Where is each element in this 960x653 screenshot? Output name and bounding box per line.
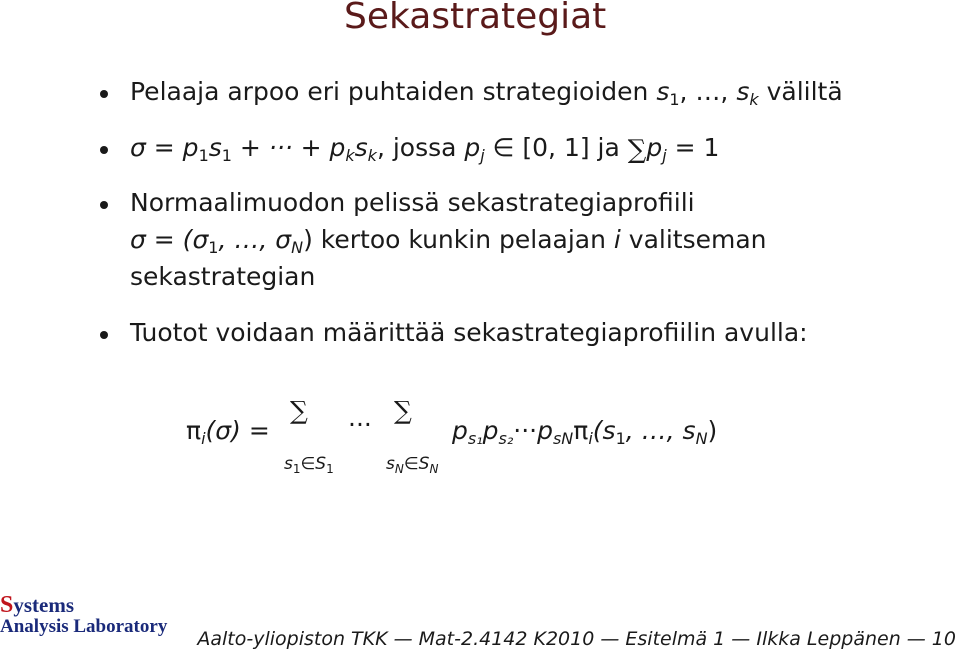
math-s: s xyxy=(284,454,293,474)
bullet-3-line3: sekastrategian xyxy=(130,262,316,291)
bullet-4: Tuotot voidaan määrittää sekastrategiaprofiilin avulla: xyxy=(130,318,808,347)
math-close: ) xyxy=(707,416,718,445)
math-args-mid: , …, s xyxy=(625,416,696,445)
math-pi: π xyxy=(573,416,589,445)
math-eq-one: = 1 xyxy=(666,133,720,162)
text-interval: ∈ [0, 1] ja xyxy=(484,133,628,162)
sum-index-1 xyxy=(284,454,334,474)
formula-rhs xyxy=(452,416,718,448)
math-sub: N xyxy=(394,462,404,476)
bullet-marker xyxy=(100,146,108,154)
math-dots: ··· xyxy=(513,416,538,445)
math-p: p xyxy=(464,133,481,162)
footer-citation: Aalto-yliopiston TKK — Mat-2.4142 K2010 — Esitelmä 1 — Ilkka Leppänen — 10 xyxy=(197,628,956,650)
logo-line-1 xyxy=(0,594,167,616)
math-sub: k xyxy=(749,90,759,109)
math-in-set: ∈S xyxy=(300,454,327,474)
sum-symbol-1: ∑ xyxy=(290,396,308,425)
math-sub: i xyxy=(201,429,206,448)
math-sub: s₁ xyxy=(467,429,483,448)
math-sub: N xyxy=(429,462,439,476)
math-s: s xyxy=(736,77,750,106)
math-sub: N xyxy=(291,238,304,257)
math-p: p xyxy=(646,133,663,162)
math-s: s xyxy=(354,133,368,162)
math-p: p xyxy=(452,416,468,445)
math-sub: k xyxy=(367,146,377,165)
math-args: (s xyxy=(592,416,616,445)
math-sub: j xyxy=(480,146,485,165)
math-pi: π xyxy=(186,416,202,445)
bullet-1 xyxy=(130,76,843,111)
math-sigma: σ = (σ xyxy=(130,225,209,254)
bullet-marker xyxy=(100,331,108,339)
bullet-3-tail: ) kertoo kunkin pelaajan xyxy=(303,225,614,254)
math-p: p xyxy=(482,416,499,445)
math-sub: 1 xyxy=(669,90,680,109)
math-arg: (σ) = xyxy=(205,416,270,445)
bullet-3-line2 xyxy=(130,224,767,259)
math-sub: 1 xyxy=(615,429,626,448)
logo-line-2: Analysis Laboratory xyxy=(0,616,168,637)
math-plus: + ··· + p xyxy=(231,133,346,162)
bullet-1-tail: väliltä xyxy=(766,77,843,106)
math-sub: j xyxy=(662,146,667,165)
math-i: i xyxy=(613,225,621,254)
slide-title: Sekastrategiat xyxy=(344,0,607,37)
formula-dots: ··· xyxy=(348,410,372,439)
bullet-marker xyxy=(100,201,108,209)
formula-lhs xyxy=(186,416,270,448)
math-sub: s₂ xyxy=(498,429,514,448)
math-p: p xyxy=(537,416,553,445)
math-sub: 1 xyxy=(292,462,301,476)
text-jossa: , jossa xyxy=(376,133,465,162)
math-sub: k xyxy=(345,146,355,165)
bullet-3-line1: Normaalimuodon pelissä sekastrategiaprofiili xyxy=(130,188,695,217)
math-sigma-mid: , …, σ xyxy=(218,225,292,254)
lab-logo xyxy=(0,594,167,638)
sum-index-n xyxy=(386,454,438,474)
math-sub: 1 xyxy=(221,146,232,165)
sum-symbol: ∑ xyxy=(627,135,647,165)
math-sub: 1 xyxy=(326,462,334,476)
bullet-1-text: Pelaaja arpoo eri puhtaiden strategioiden xyxy=(130,77,649,106)
sum-symbol-2: ∑ xyxy=(394,396,412,425)
math-sub: N xyxy=(695,429,708,448)
bullet-3-tail2: valitseman xyxy=(620,225,767,254)
math-sub: 1 xyxy=(208,238,219,257)
math-sub: 1 xyxy=(198,146,209,165)
logo-rest: ystems xyxy=(13,593,75,617)
math-sub: sN xyxy=(552,429,574,448)
bullet-marker xyxy=(100,90,108,98)
logo-cap: S xyxy=(0,592,14,618)
math-in-set: ∈S xyxy=(403,454,430,474)
math-ellipsis: , …, xyxy=(679,77,737,106)
math-s: s xyxy=(656,77,670,106)
math-sigma-eq: σ = p xyxy=(130,133,199,162)
math-s: s xyxy=(208,133,222,162)
math-s: s xyxy=(386,454,395,474)
math-sub: i xyxy=(588,429,593,448)
bullet-2 xyxy=(130,132,719,167)
